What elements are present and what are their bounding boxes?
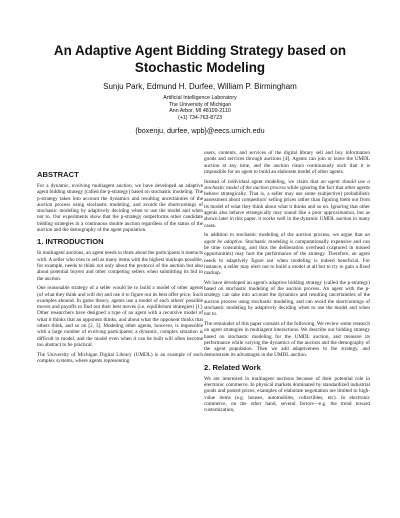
title-line-2: Stochastic Modeling xyxy=(134,60,266,75)
intro-paragraph-1: In multiagent auctions, an agent needs to think about the participants it interacts with. A seller who tries to sell as many items with the highest markups possible, for example, needs to think not only about the protocol of the auction but also about potential buyers and other competing sellers when submitting its bid to the auction. xyxy=(37,250,203,282)
right-column xyxy=(204,150,370,417)
intro-paragraph-7: We have developed an agent's adaptive bidding strategy (called the p-strategy) based on stochastic modeling of the auction process. An agent with the p-strategy can take into account the dynamics and resulting uncertainties of the auction process using stochastic modeling, and can avoid the shortcomings of stochastic modeling by adaptively deciding when to use the model and when not to. xyxy=(204,279,370,318)
affiliation-address: Ann Arbor, MI 48109-2110 xyxy=(169,108,231,114)
title-line-1: An Adaptive Agent Bidding Strategy based on xyxy=(53,43,347,58)
related-work-paragraph-1: We are interested in multiagent auctions because of their potential role in electronic commerce. In physical markets dominated by standardized industrial goods and posted prices, examples of elaborate negotiation are limited to high-value items (e.g. houses, automobiles, collectibles, etc). In electronic commerce, on the other hand, several factors—e.g. the trend toward customization, xyxy=(204,375,370,414)
paper-title xyxy=(30,42,370,76)
intro-paragraph-6 xyxy=(204,232,370,276)
intro-paragraph-3: The University of Michigan Digital Library (UMDL) is an example of such complex systems, where agents representing xyxy=(37,351,203,364)
p3-text-b: . Stochastic modeling is computationally expensive and can be time consuming, and thus the deliberation overhead (captured in missed opportunities) may hurt the performance of the strategy. Therefore, an agent needs to adaptively figure out when modeling is indeed beneficial. For instance, a seller may elect not to build a model at all but to try to gain a fixed markup. xyxy=(204,238,370,277)
p3-emphasis: an agent be adaptive xyxy=(204,232,370,245)
intro-paragraph-5 xyxy=(204,179,370,229)
author-email: {boxenju, durfee, wpb}@eecs.umich.edu xyxy=(135,126,265,135)
related-work-heading: 2. Related Work xyxy=(204,362,261,372)
intro-paragraph-4: users, contents, and services of the digital library sell and buy information goods and services through auctions [4]. Agents can join or leave the UMDL auction at any time, and the auction clears continuously such that it is impossible for an agent to build an elaborate model of other agents. xyxy=(204,150,370,175)
p3-text-a: In addition to stochastic modeling of the auction process, we argue that xyxy=(204,232,365,239)
affiliation-block xyxy=(80,95,320,121)
abstract-heading: ABSTRACT xyxy=(37,170,79,179)
intro-paragraph-8: The remainder of this paper consists of the following. We review some research on agent strategies in multiagent interactions. We describe our bidding strategy based on stochastic modeling for the UMDL auction, and measure its performance while varying the dynamics of the auction and the demography of the agent population. Then we add adaptiveness to the strategy, and demonstrate its advantages in the UMDL auction. xyxy=(204,320,370,359)
affiliation-university: The University of Michigan xyxy=(168,101,232,108)
affiliation-lab: Artificial Intelligence Laboratory xyxy=(163,95,237,101)
introduction-heading: 1. INTRODUCTION xyxy=(37,237,104,247)
p2-emphasis: an agent should use a stochastic model of the auction process xyxy=(204,178,370,191)
affiliation-phone: (+1) 734-763-8723 xyxy=(177,114,223,121)
intro-paragraph-2: One reasonable strategy of a seller would be to build a model of other agents (of what they think and will do) and use it to figure out its best offer price. Such examples abound. In game theory, agents use a model of each others' possible moves and payoffs to find out their best moves (i.e. equilibrium strategies) [1]. Other researchers have designed a type of an agent with a recursive model of what it thinks that an opponent thinks, and about what the opponent thinks that others think, and so on [2, 3]. Modeling other agents, however, is impossible with a large number of evolving participants; a dynamic, complex situation is difficult to model, and the model even when it can be built will often become too abstract to be practical. xyxy=(37,285,203,348)
author-list: Sunju Park, Edmund H. Durfee, William P. Birmingham xyxy=(103,82,297,91)
p2-text-b: while ignoring the fact that other agents behave strategically. That is, a seller may use some (subjective) probabilistic assessment about competitors' selling prices rather than figuring them out from its model of what they think about what it thinks and so on. Ignoring that other agents also behave strategically may sound like a poor approximation, but as shown later in this paper, it works well in the dynamic UMDL auction in many cases. xyxy=(204,184,371,229)
left-column xyxy=(37,170,203,368)
abstract-text: For a dynamic, evolving multiagent auction, we have developed an adaptive agent bidding strategy (called the p-strategy) based on stochastic modeling. The p-strategy takes into account the dynamics and resulting uncertainties of the auction process using stochastic modeling, and avoids the shortcomings of stochastic modeling by adaptively deciding when to use the model and when not to. Our experiments show that the p-strategy outperforms other candidate bidding strategies in a continuous double auction regardless of the status of the auction and the demography of the agent population. xyxy=(37,183,203,234)
p2-text-a: Instead of individual agent modeling, we claim that xyxy=(204,178,321,185)
